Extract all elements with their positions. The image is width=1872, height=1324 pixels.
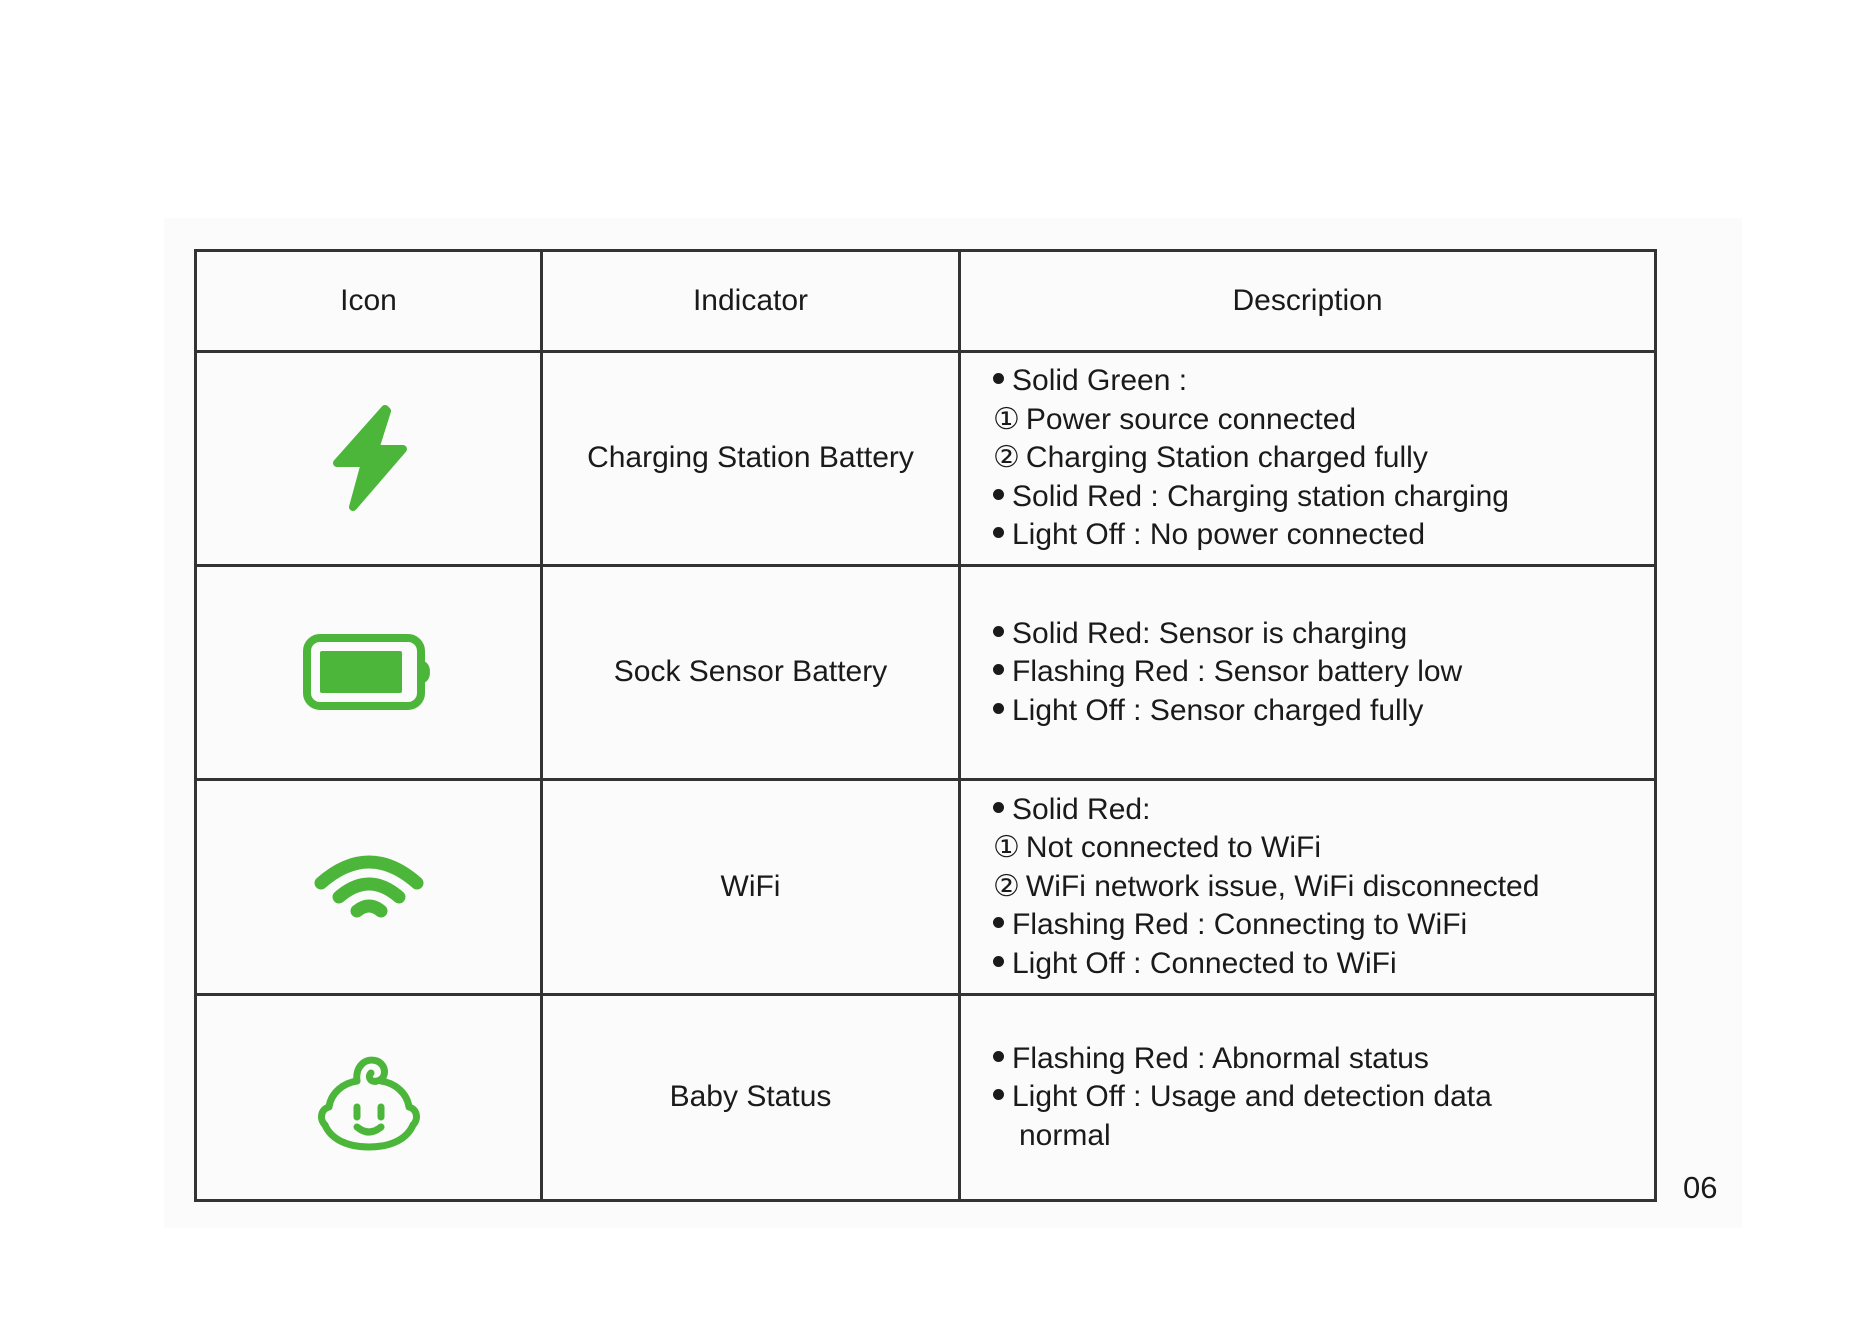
description-cell <box>960 994 1656 1201</box>
header-indicator: Indicator <box>542 251 960 352</box>
header-description: Description <box>960 251 1656 352</box>
bullet-icon <box>993 664 1004 675</box>
description-text: Flashing Red : Sensor battery low <box>1012 655 1463 688</box>
description-line <box>993 439 1654 478</box>
description-text: Light Off : Sensor charged fully <box>1012 693 1424 727</box>
description-text: WiFi network issue, WiFi disconnected <box>1025 869 1540 903</box>
wifi-icon <box>313 853 425 921</box>
circled-number-marker: ① <box>993 830 1020 865</box>
description-cell <box>960 565 1656 780</box>
description-text: Light Off : Connected to WiFi <box>1012 946 1397 980</box>
bullet-icon <box>993 527 1004 538</box>
lightning-bolt-icon <box>327 403 411 513</box>
circled-number-marker: ② <box>993 868 1020 904</box>
description-text: Solid Red: <box>1012 792 1151 826</box>
description-cell <box>960 352 1656 566</box>
description-line <box>993 362 1654 401</box>
table-row <box>196 994 1656 1201</box>
description-text: Not connected to WiFi <box>1025 831 1322 864</box>
description-text: Charging Station charged fully <box>1025 441 1428 474</box>
description-line <box>993 1078 1654 1117</box>
indicator-label: Charging Station Battery <box>542 352 960 566</box>
bullet-icon <box>993 1089 1004 1100</box>
icon-cell <box>196 780 542 995</box>
bullet-icon <box>993 956 1004 967</box>
description-text: Solid Green : <box>1012 364 1188 397</box>
description-line <box>993 401 1654 440</box>
icon-cell <box>196 352 542 566</box>
description-line <box>993 653 1654 692</box>
bullet-icon <box>993 626 1004 637</box>
description-line <box>993 692 1654 731</box>
battery-icon <box>303 634 435 710</box>
description-line <box>993 829 1654 868</box>
icon-cell <box>196 565 542 780</box>
description-line <box>993 615 1654 654</box>
description-line <box>993 516 1654 555</box>
description-cell <box>960 780 1656 995</box>
description-text: normal <box>1019 1118 1111 1152</box>
indicator-label: WiFi <box>542 780 960 995</box>
bullet-icon <box>993 1051 1004 1062</box>
table-header-row <box>196 251 1656 352</box>
table-row <box>196 780 1656 995</box>
description-line <box>993 1040 1654 1079</box>
bullet-icon <box>993 802 1004 813</box>
description-text: Solid Red: Sensor is charging <box>1012 616 1408 650</box>
description-line <box>993 945 1654 984</box>
indicator-label: Sock Sensor Battery <box>542 565 960 780</box>
page-number: 06 <box>1683 1170 1718 1205</box>
bullet-icon <box>993 373 1004 384</box>
description-text: Power source connected <box>1025 402 1357 436</box>
indicator-label: Baby Status <box>542 994 960 1201</box>
baby-face-icon <box>313 1043 425 1151</box>
description-text: Light Off : Usage and detection data <box>1012 1080 1492 1113</box>
description-line <box>993 868 1654 907</box>
indicator-table <box>194 249 1657 1202</box>
description-text: Flashing Red : Abnormal status <box>1012 1041 1429 1075</box>
circled-number-marker: ① <box>993 401 1020 437</box>
bullet-icon <box>993 917 1004 928</box>
description-line <box>993 791 1654 830</box>
icon-cell <box>196 994 542 1201</box>
header-icon: Icon <box>196 251 542 352</box>
description-line <box>993 478 1654 517</box>
table-row <box>196 565 1656 780</box>
description-text: Flashing Red : Connecting to WiFi <box>1012 908 1468 941</box>
circled-number-marker: ② <box>993 440 1020 475</box>
description-text: Solid Red : Charging station charging <box>1012 479 1509 513</box>
table-row <box>196 352 1656 566</box>
description-line <box>993 1117 1654 1156</box>
description-line <box>993 906 1654 945</box>
bullet-icon <box>993 489 1004 500</box>
description-text: Light Off : No power connected <box>1012 518 1426 551</box>
bullet-icon <box>993 703 1004 714</box>
